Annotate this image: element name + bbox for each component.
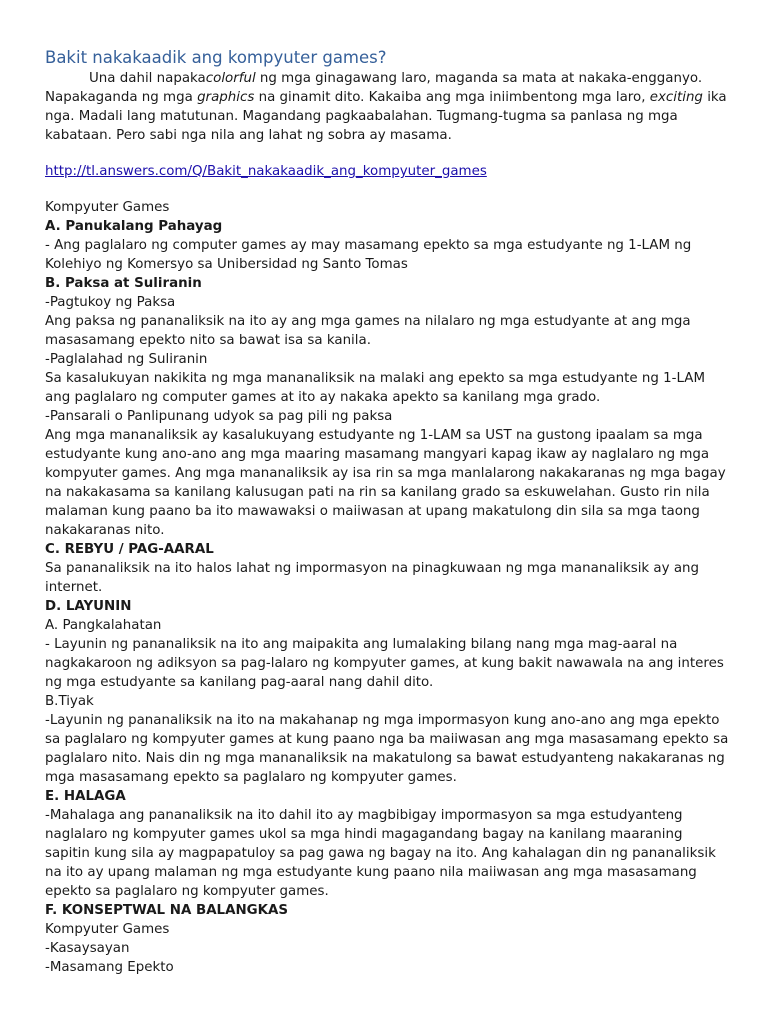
section-f-item-1: Kompyuter Games — [45, 922, 170, 937]
section-d-subheading-1: A. Pangkalahatan — [45, 618, 162, 633]
section-f-heading: F. KONSEPTWAL NA BALANGKAS — [45, 903, 289, 918]
section-c-heading: C. REBYU / PAG-AARAL — [45, 542, 214, 557]
section-e-text: -Mahalaga ang pananaliksik na ito dahil ito ay magbibigay impormasyon sa mga estudyanteng naglalaro ng kompyuter games ukol sa mga hindi magagandang bagay na kanilang maaraning sapitin kung sila ay magpapatuloy sa pag gawa ng bagay na ito. Ang kahalagan din ng pananaliksik na ito ay upang malaman ng mga estudyante kung paano nila maiiwasan ang mga masasamang epekto sa paglalaro ng kompyuter games. — [45, 808, 716, 899]
section-f-item-3: -Masamang Epekto — [45, 960, 174, 975]
section-a-heading: A. Panukalang Pahayag — [45, 219, 223, 234]
section-d-text-2: -Layunin ng pananaliksik na ito na makahanap ng mga impormasyon kung ano-ano ang mga epekto sa paglalaro ng kompyuter games at kung paano nga ba maiiwasan ang mga masasamang epekto sa paglalaro nito. Nais din ng mga mananaliksik na makatulong sa bawat estudyanteng nakakaranas ng mga masasamang epekto sa paglalaro ng kompyuter games. — [45, 713, 729, 785]
intro-text-4: ika nga. Madali lang matutunan. Magandang pagkaabalahan. Tugmang-tugma sa panlasa ng mga kabataan. Pero sabi nga nila ang lahat ng sobra ay masama. — [45, 90, 727, 143]
section-b-text-3: Ang mga mananaliksik ay kasalukuyang estudyante ng 1-LAM sa UST na gustong ipaalam sa mga estudyante kung ano-ano ang mga maaring masamang mangyari kapag ikaw ay naglalaro ng mga kompyuter games. Ang mga mananaliksik ay isa rin sa mga manlalarong nakakaranas ng mga bagay na nakakasama sa kanilang kalusugan pati na rin sa kanilang grado sa eskuwelahan. Gusto rin nila malaman kung paano ba ito mawawaksi o maiiwasan at upang makatulong din sila sa mga taong nakakaranas nito. — [45, 428, 726, 538]
section-a-text: - Ang paglalaro ng computer games ay may masamang epekto sa mga estudyante ng 1-LAM ng Kolehiyo ng Komersyo sa Unibersidad ng Santo Tomas — [45, 238, 692, 272]
section-b-text-1: Ang paksa ng pananaliksik na ito ay ang mga games na nilalaro ng mga estudyante at ang mga masasamang epekto nito sa bawat isa sa kanila. — [45, 314, 691, 348]
page-title: Bakit nakakaadik ang kompyuter games? — [45, 48, 387, 67]
section-e-heading: E. HALAGA — [45, 789, 126, 804]
section-b-text-2: Sa kasalukuyan nakikita ng mga mananaliksik na malaki ang epekto sa mga estudyante ng 1-LAM ang paglalaro ng computer games at ito ay nakaka apekto sa kanilang mga grado. — [45, 371, 705, 405]
intro-emphasis-graphics: graphics — [197, 90, 255, 105]
source-link[interactable]: http://tl.answers.com/Q/Bakit_nakakaadik_ang_kompyuter_games — [45, 164, 487, 179]
intro-text-1: Una dahil napaka — [89, 71, 206, 86]
section-d-subheading-2: B.Tiyak — [45, 694, 94, 709]
section-f-item-2: -Kasaysayan — [45, 941, 130, 956]
document-page — [45, 47, 730, 977]
intro-text-2: ng mga ginagawang laro, maganda sa mata at nakaka-engganyo. Napakaganda ng mga — [45, 71, 703, 105]
section-d-heading: D. LAYUNIN — [45, 599, 132, 614]
intro-paragraph — [45, 69, 730, 145]
intro-emphasis-colorful: colorful — [205, 71, 256, 86]
section-b-subheading-2: -Paglalahad ng Suliranin — [45, 352, 208, 367]
section-b-heading: B. Paksa at Suliranin — [45, 276, 202, 291]
section-b-subheading-1: -Pagtukoy ng Paksa — [45, 295, 176, 310]
section-b-subheading-3: -Pansarali o Panlipunang udyok sa pag pili ng paksa — [45, 409, 393, 424]
intro-text-3: na ginamit dito. Kakaiba ang mga iniimbentong mga laro, — [254, 90, 650, 105]
section-d-text-1: - Layunin ng pananaliksik na ito ang maipakita ang lumalaking bilang nang mga mag-aaral na nagkakaroon ng adiksyon sa pag-lalaro ng kompyuter games, at kung bakit nawawala na ang interes ng mga estudyante sa kanilang pag-aaral nang dahil dito. — [45, 637, 724, 690]
intro-emphasis-exciting: exciting — [649, 90, 703, 105]
doc-title: Kompyuter Games — [45, 200, 170, 215]
section-c-text: Sa pananaliksik na ito halos lahat ng impormasyon na pinagkuwaan ng mga mananaliksik ay ang internet. — [45, 561, 700, 595]
